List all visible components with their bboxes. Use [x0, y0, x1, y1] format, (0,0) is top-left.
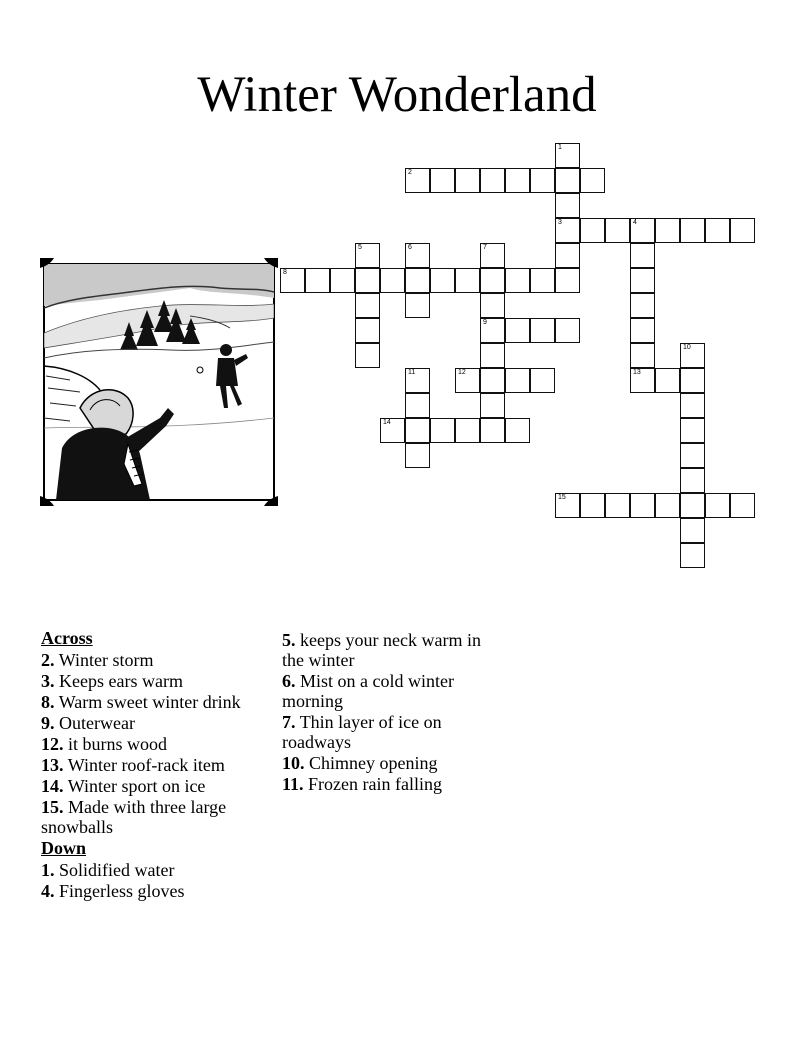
- cell-number: 15: [558, 494, 566, 501]
- across-clue-14: [41, 776, 266, 796]
- grid-cell[interactable]: [480, 243, 505, 268]
- across-heading: Across: [41, 628, 93, 648]
- across-clue-13: [41, 755, 266, 775]
- clue-number: 1.: [41, 860, 55, 880]
- grid-cell[interactable]: [405, 168, 430, 193]
- grid-cell[interactable]: [605, 218, 630, 243]
- clue-number: 6.: [282, 671, 296, 691]
- grid-cell[interactable]: [480, 268, 505, 293]
- grid-cell[interactable]: [530, 368, 555, 393]
- clue-number: 11.: [282, 774, 304, 794]
- down-heading: Down: [41, 838, 87, 858]
- across-clue-15: [41, 797, 266, 837]
- clue-text: Winter roof-rack item: [67, 755, 225, 775]
- grid-cell[interactable]: [480, 418, 505, 443]
- across-clue-9: [41, 713, 266, 733]
- cell-number: 3: [558, 219, 562, 226]
- clue-number: 7.: [282, 712, 296, 732]
- cell-number: 6: [408, 244, 412, 251]
- grid-cell[interactable]: [630, 243, 655, 268]
- grid-cell[interactable]: [630, 318, 655, 343]
- grid-cell[interactable]: [655, 368, 680, 393]
- across-clue-2: [41, 650, 266, 670]
- down-clue-10: [282, 753, 497, 773]
- grid-cell[interactable]: [730, 493, 755, 518]
- clue-text: Solidified water: [59, 860, 175, 880]
- cell-number: 8: [283, 269, 287, 276]
- grid-cell[interactable]: [605, 493, 630, 518]
- grid-cell[interactable]: [455, 368, 480, 393]
- grid-cell[interactable]: [355, 293, 380, 318]
- clue-number: 8.: [41, 692, 55, 712]
- grid-cell[interactable]: [480, 293, 505, 318]
- cell-number: 4: [633, 219, 637, 226]
- clue-text: Winter sport on ice: [67, 776, 206, 796]
- grid-cell[interactable]: [580, 218, 605, 243]
- grid-cell[interactable]: [480, 343, 505, 368]
- grid-cell[interactable]: [405, 393, 430, 418]
- down-clue-7: [282, 712, 497, 752]
- grid-cell[interactable]: [680, 518, 705, 543]
- clue-text: Thin layer of ice on roadways: [282, 712, 442, 752]
- grid-cell[interactable]: [405, 243, 430, 268]
- grid-cell[interactable]: [405, 418, 430, 443]
- grid-cell[interactable]: [680, 418, 705, 443]
- grid-cell[interactable]: [555, 143, 580, 168]
- grid-cell[interactable]: [380, 268, 405, 293]
- cell-number: 13: [633, 369, 641, 376]
- grid-cell[interactable]: [480, 168, 505, 193]
- grid-cell[interactable]: [405, 268, 430, 293]
- grid-cell[interactable]: [705, 218, 730, 243]
- grid-cell[interactable]: [580, 168, 605, 193]
- clue-text: Frozen rain falling: [308, 774, 442, 794]
- grid-cell[interactable]: [680, 218, 705, 243]
- cell-number: 2: [408, 169, 412, 176]
- clue-number: 12.: [41, 734, 64, 754]
- clue-text: Winter storm: [58, 650, 154, 670]
- grid-cell[interactable]: [355, 268, 380, 293]
- grid-cell[interactable]: [455, 268, 480, 293]
- grid-cell[interactable]: [380, 418, 405, 443]
- grid-cell[interactable]: [480, 393, 505, 418]
- grid-cell[interactable]: [555, 318, 580, 343]
- clue-text: Warm sweet winter drink: [58, 692, 241, 712]
- grid-cell[interactable]: [630, 268, 655, 293]
- down-clue-1: [41, 860, 266, 880]
- grid-cell[interactable]: [505, 318, 530, 343]
- down-clue-11: [282, 774, 497, 794]
- cell-number: 9: [483, 319, 487, 326]
- grid-cell[interactable]: [555, 218, 580, 243]
- clues-column-1: [41, 628, 266, 902]
- clue-text: it burns wood: [68, 734, 167, 754]
- snowball-fight-illustration: [40, 258, 278, 506]
- cell-number: 10: [683, 344, 691, 351]
- clue-text: keeps your neck warm in the winter: [282, 630, 481, 670]
- grid-cell[interactable]: [455, 418, 480, 443]
- grid-cell[interactable]: [680, 543, 705, 568]
- grid-cell[interactable]: [630, 368, 655, 393]
- grid-cell[interactable]: [430, 418, 455, 443]
- grid-cell[interactable]: [530, 168, 555, 193]
- clue-text: Mist on a cold winter morning: [282, 671, 454, 711]
- grid-cell[interactable]: [680, 493, 705, 518]
- clue-number: 2.: [41, 650, 55, 670]
- clue-number: 13.: [41, 755, 64, 775]
- grid-cell[interactable]: [480, 368, 505, 393]
- grid-cell[interactable]: [555, 193, 580, 218]
- grid-cell[interactable]: [305, 268, 330, 293]
- grid-cell[interactable]: [355, 243, 380, 268]
- grid-cell[interactable]: [280, 268, 305, 293]
- grid-cell[interactable]: [630, 493, 655, 518]
- grid-cell[interactable]: [680, 343, 705, 368]
- clue-number: 10.: [282, 753, 305, 773]
- grid-cell[interactable]: [730, 218, 755, 243]
- grid-cell[interactable]: [455, 168, 480, 193]
- grid-cell[interactable]: [405, 368, 430, 393]
- down-clue-5: [282, 630, 497, 670]
- clue-number: 14.: [41, 776, 64, 796]
- grid-cell[interactable]: [555, 268, 580, 293]
- clues-column-2: [282, 630, 497, 795]
- across-clue-12: [41, 734, 266, 754]
- grid-cell[interactable]: [430, 168, 455, 193]
- grid-cell[interactable]: [630, 293, 655, 318]
- clue-number: 5.: [282, 630, 296, 650]
- grid-cell[interactable]: [680, 368, 705, 393]
- cell-number: 7: [483, 244, 487, 251]
- grid-cell[interactable]: [530, 268, 555, 293]
- grid-cell[interactable]: [405, 443, 430, 468]
- grid-cell[interactable]: [430, 268, 455, 293]
- grid-cell[interactable]: [680, 443, 705, 468]
- grid-cell[interactable]: [630, 343, 655, 368]
- down-clue-6: [282, 671, 497, 711]
- grid-cell[interactable]: [580, 493, 605, 518]
- grid-cell[interactable]: [680, 393, 705, 418]
- cell-number: 5: [358, 244, 362, 251]
- grid-cell[interactable]: [655, 218, 680, 243]
- grid-cell[interactable]: [330, 268, 355, 293]
- grid-cell[interactable]: [505, 168, 530, 193]
- grid-cell[interactable]: [555, 243, 580, 268]
- down-clue-4: [41, 881, 266, 901]
- grid-cell[interactable]: [480, 318, 505, 343]
- grid-cell[interactable]: [705, 493, 730, 518]
- grid-cell[interactable]: [505, 418, 530, 443]
- clue-text: Made with three large snowballs: [41, 797, 227, 837]
- grid-cell[interactable]: [505, 368, 530, 393]
- across-clue-8: [41, 692, 266, 712]
- grid-cell[interactable]: [355, 343, 380, 368]
- clue-text: Keeps ears warm: [59, 671, 183, 691]
- clue-text: Fingerless gloves: [59, 881, 185, 901]
- grid-cell[interactable]: [630, 218, 655, 243]
- cell-number: 12: [458, 369, 466, 376]
- cell-number: 14: [383, 419, 391, 426]
- clue-number: 4.: [41, 881, 55, 901]
- across-clue-3: [41, 671, 266, 691]
- clue-text: Chimney opening: [309, 753, 438, 773]
- grid-cell[interactable]: [530, 318, 555, 343]
- clue-number: 15.: [41, 797, 64, 817]
- grid-cell[interactable]: [680, 468, 705, 493]
- cell-number: 1: [558, 144, 562, 151]
- clue-number: 3.: [41, 671, 55, 691]
- cell-number: 11: [408, 369, 416, 376]
- grid-cell[interactable]: [655, 493, 680, 518]
- grid-cell[interactable]: [555, 493, 580, 518]
- grid-cell[interactable]: [555, 168, 580, 193]
- clue-text: Outerwear: [59, 713, 135, 733]
- clue-number: 9.: [41, 713, 55, 733]
- page-title: Winter Wonderland: [197, 67, 597, 123]
- grid-cell[interactable]: [355, 318, 380, 343]
- grid-cell[interactable]: [405, 293, 430, 318]
- grid-cell[interactable]: [505, 268, 530, 293]
